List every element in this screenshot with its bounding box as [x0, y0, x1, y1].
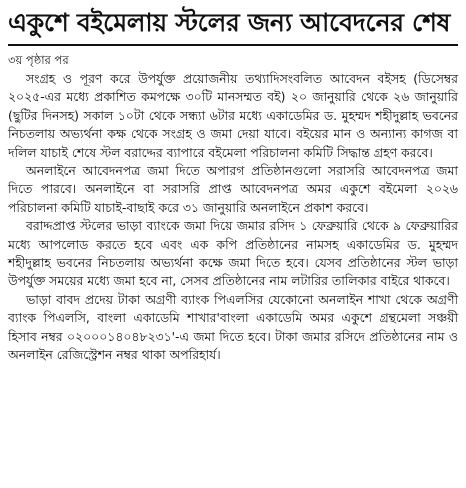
- continuation-note: ৩য় পৃষ্ঠার পর: [8, 53, 69, 67]
- paragraph-3: বরাদ্দপ্রাপ্ত স্টলের ভাড়া ব্যাংকে জমা দিয়ে জমার রসিদ ১ ফেব্রুয়ারি থেকে ৯ ফেব্রুয়ারির মধ্যে আপলোড করতে হবে এবং এক কপি প্রতিষ্ঠানের নামসহ একাডেমির ড. মুহম্মদ শহীদুল্লাহ ভবনের নিচতলায় অভ্যর্থনা কক্ষে জমা দিতে হবে। যেসব প্রতিষ্ঠানের স্টল ভাড়া উপর্যুক্ত সময়ের মধ্যে জমা হবে না, সেসব প্রতিষ্ঠানের নাম লটারির তালিকার বাইরে থাকবে।: [8, 218, 458, 289]
- article-headline: একুশে বইমেলায় স্টলের জন্য আবেদনের শেষ: [8, 8, 451, 37]
- headline-divider: [8, 44, 458, 46]
- paragraph-2: অনলাইনে আবেদনপত্র জমা দিতে অপারগ প্রতিষ্ঠানগুলো সরাসরি আবেদনপত্র জমা দিতে পারবে। অনলাইনে বা সরাসরি প্রাপ্ত আবেদনপত্র অমর একুশে বইমেলা ২০২৬ পরিচালনা কমিটি যাচাই-বাছাই করে ৩১ জানুয়ারি অনলাইনে প্রকাশ করবে।: [8, 163, 458, 215]
- paragraph-4: ভাড়া বাবদ প্রদেয় টাকা অগ্রণী ব্যাংক পিএলসির যেকোনো অনলাইন শাখা থেকে অগ্রণী ব্যাংক পিএলসি, বাংলা একাডেমি শাখার'বাংলা একাডেমি অমর একুশে গ্রন্থমেলা সঞ্চয়ী হিসাব নম্বর ০২০০০১৪০৪৮২৩১'-এ জমা দিতে হবে। টাকা জমার রসিদে প্রতিষ্ঠানের নাম ও অনলাইন রেজিস্ট্রেশন নম্বর থাকা অপরিহার্য।: [8, 291, 458, 363]
- paragraph-1: সংগ্রহ ও পূরণ করে উপর্যুক্ত প্রয়োজনীয় তথ্যাদিসংবলিত আবেদন বইসহ (ডিসেম্বর ২০২৫-এর মধ্যে প্রকাশিত কমপক্ষে ৩০টি মানসম্মত বই) ২০ জানুয়ারি থেকে ২৬ জানুয়ারি (ছুটির দিনসহ) সকাল ১০টা থেকে সন্ধ্যা ৬টার মধ্যে একাডেমির ড. মুহম্মদ শহীদুল্লাহ ভবনের নিচতলায় অভ্যর্থনা কক্ষ থেকে সংগ্রহ ও জমা দেয়া যাবে। বইয়ের মান ও অন্যান্য কাগজ বা দলিল যাচাই শেষে স্টল বরাদ্দের ব্যাপারে বইমেলা পরিচালনা কমিটি সিদ্ধান্ত গ্রহণ করবে।: [8, 71, 458, 160]
